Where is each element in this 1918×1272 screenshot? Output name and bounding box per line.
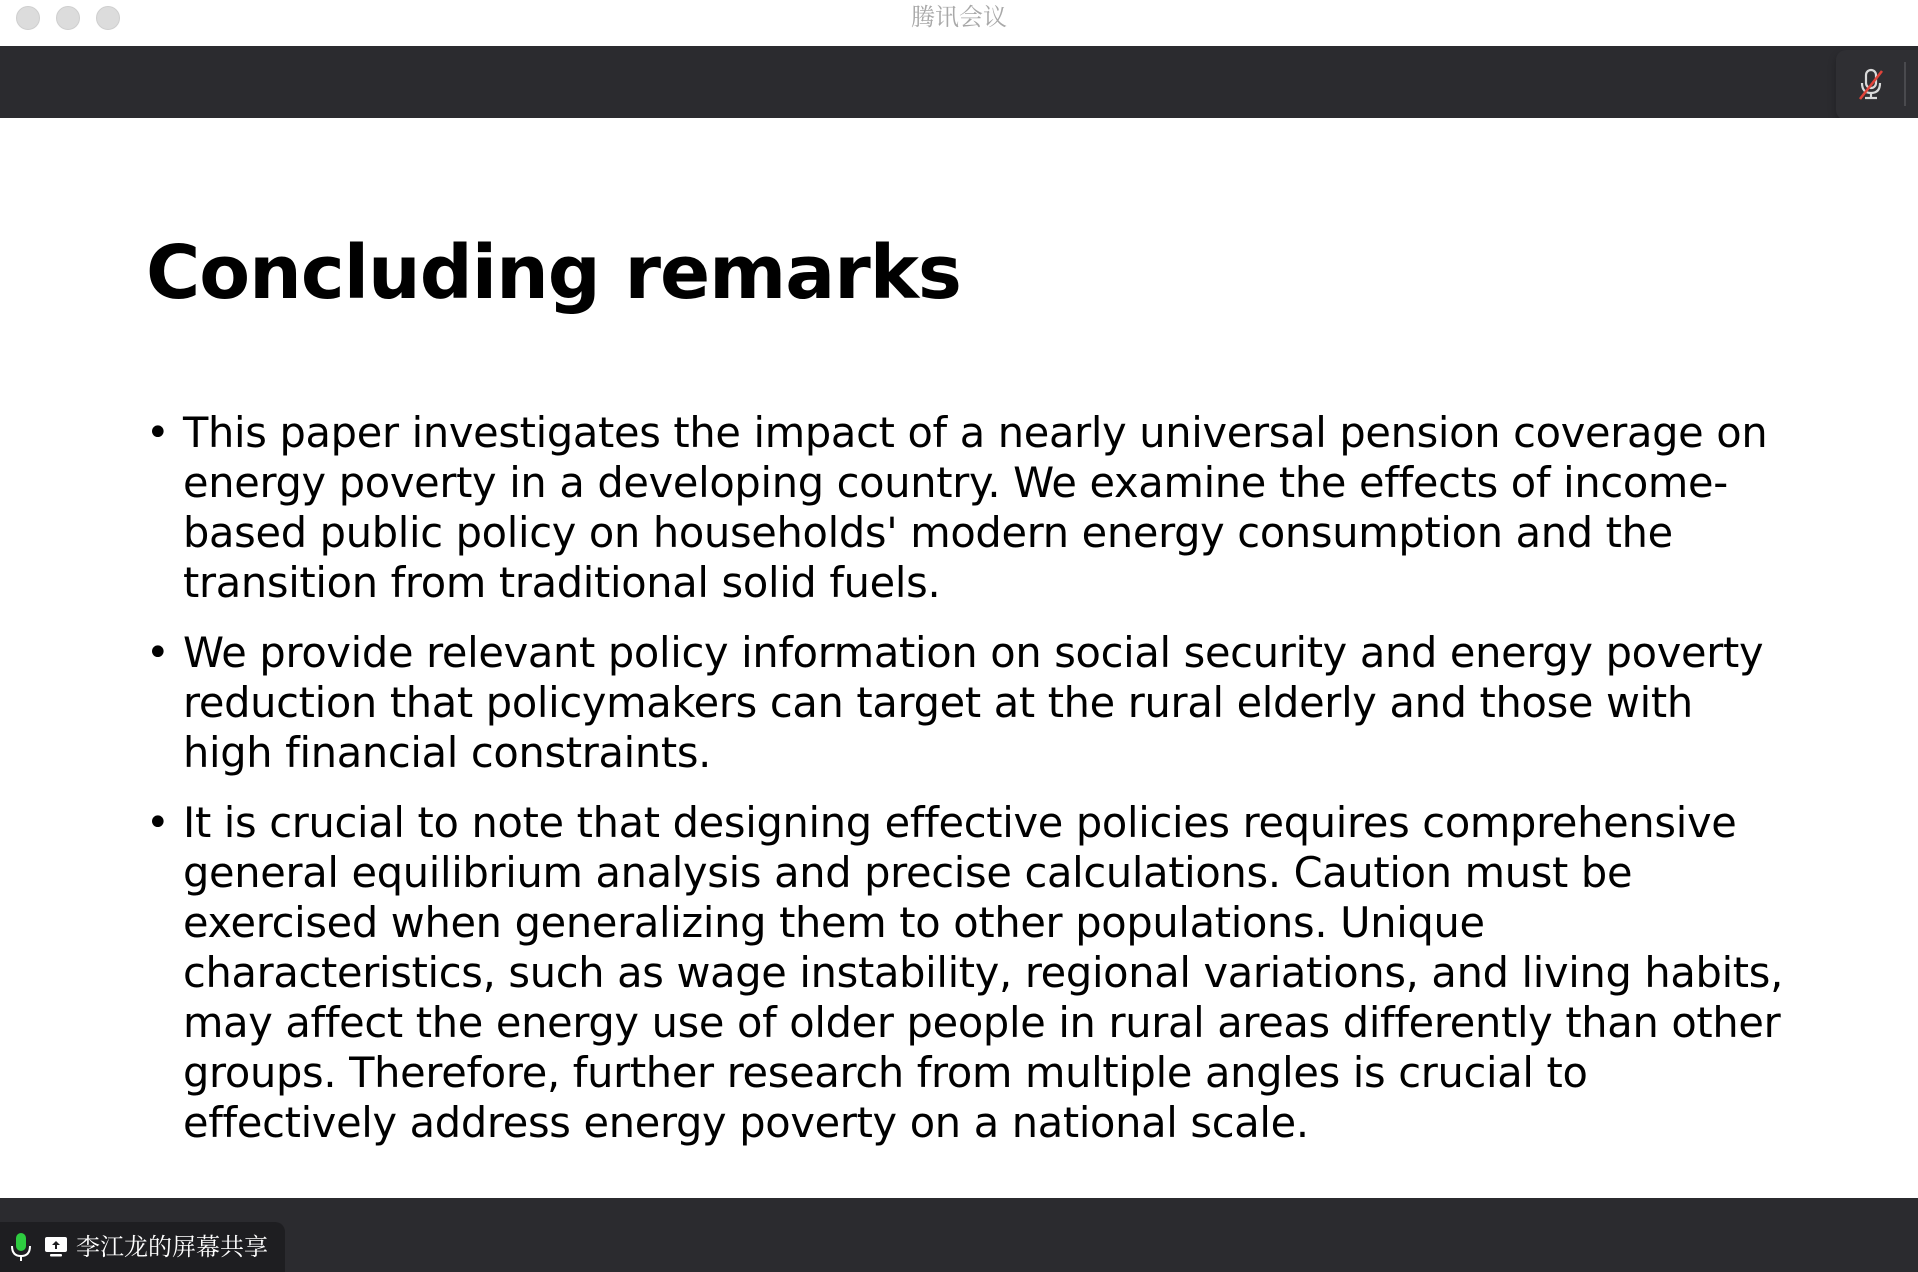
window-titlebar [0, 0, 1918, 46]
window-title: 腾讯会议 [911, 3, 1007, 31]
meeting-top-toolbar [0, 46, 1918, 118]
mic-muted-icon [1856, 67, 1886, 103]
toolbar-divider [1904, 62, 1906, 106]
bullet-item [146, 798, 1786, 1148]
shared-slide [0, 118, 1918, 1198]
bullet-dot: • [146, 800, 170, 846]
bullet-dot: • [146, 630, 170, 676]
bullet-dot: • [146, 410, 170, 456]
mic-icon [10, 1232, 32, 1262]
meeting-bottom-bar [0, 1198, 1918, 1272]
bullet-item [146, 408, 1786, 608]
screen-share-badge[interactable] [0, 1222, 285, 1272]
slide-title: Concluding remarks [146, 230, 961, 316]
screen-share-icon [44, 1235, 68, 1259]
slide-bullet-list [146, 408, 1786, 1168]
bullet-text: It is crucial to note that designing effective policies requires comprehensive general equilibrium analysis and precise calculations. Caution must be exercised when generalizing them to other populations. Unique characteristics, such as wage instability, regional variations, and living habits, may affect the energy use of older people in rural areas differently than other groups. Therefore, further research from multiple angles is crucial to effectively address energy poverty on a national scale. [183, 798, 1783, 1147]
mute-toggle-button[interactable] [1836, 50, 1918, 120]
bullet-text: This paper investigates the impact of a nearly universal pension coverage on energy poverty in a developing country. We examine the effects of income-based public policy on households' modern energy consumption and the transition from traditional solid fuels. [183, 408, 1768, 607]
bullet-text: We provide relevant policy information on social security and energy poverty reduction that policymakers can target at the rural elderly and those with high financial constraints. [183, 628, 1764, 777]
screen-share-label: 李江龙的屏幕共享 [76, 1233, 268, 1261]
bullet-item [146, 628, 1786, 778]
